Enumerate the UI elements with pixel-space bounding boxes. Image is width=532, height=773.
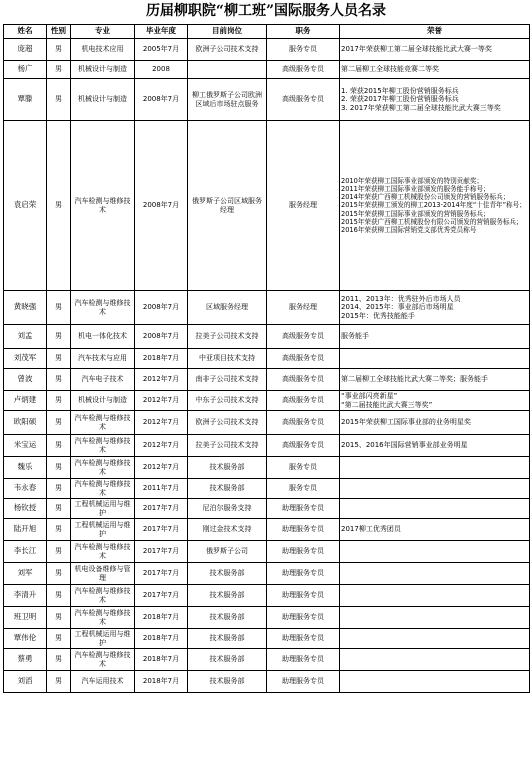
cell-name: 刘滔 — [4, 671, 47, 693]
table-row — [4, 479, 530, 499]
cell-name: 韦永春 — [4, 479, 47, 499]
header-year: 毕业年度 — [135, 25, 188, 39]
cell-honor — [340, 349, 530, 369]
cell-year: 2017年7月 — [135, 585, 188, 607]
cell-honor: 2015年荣获柳工国际事业部的业务明星奖 — [340, 411, 530, 435]
cell-major: 汽车检测与维修技术 — [71, 435, 135, 457]
cell-major: 汽车检测与维修技术 — [71, 607, 135, 629]
cell-name: 袁启荣 — [4, 121, 47, 291]
cell-honor: “事业部闪亮新星” “第二届技能比武大赛三等奖” — [340, 391, 530, 411]
cell-major: 机械设计与制造 — [71, 61, 135, 79]
cell-honor: 第二届柳工全球技能竞赛二等奖 — [340, 61, 530, 79]
cell-honor — [340, 499, 530, 519]
table-row — [4, 79, 530, 121]
cell-year: 2017年7月 — [135, 499, 188, 519]
cell-honor — [340, 541, 530, 563]
cell-position: 技术服务部 — [188, 563, 267, 585]
cell-position: 南非子公司技术支持 — [188, 369, 267, 391]
staff-table — [3, 24, 530, 693]
cell-major: 汽车检测与维修技术 — [71, 457, 135, 479]
cell-honor: 1. 荣获2015年柳工股份营销服务标兵 2. 荣获2017年柳工股份营销服务标兵 3. 2017年荣获柳工第二届全球技能比武大赛三等奖 — [340, 79, 530, 121]
cell-gender: 男 — [47, 671, 71, 693]
cell-gender: 男 — [47, 79, 71, 121]
cell-major: 汽车检测与维修技术 — [71, 479, 135, 499]
cell-name: 陆开旭 — [4, 519, 47, 541]
cell-major: 工程机械运用与维护 — [71, 519, 135, 541]
cell-major: 工程机械运用与维护 — [71, 629, 135, 649]
cell-year: 2008年7月 — [135, 79, 188, 121]
cell-honor: 2017柳工优秀团员 — [340, 519, 530, 541]
cell-name: 黄晓强 — [4, 291, 47, 325]
cell-position: 拉美子公司技术支持 — [188, 435, 267, 457]
cell-major: 工程机械运用与维护 — [71, 499, 135, 519]
cell-duty: 高级服务专员 — [267, 391, 340, 411]
cell-name: 覃伟伦 — [4, 629, 47, 649]
cell-gender: 男 — [47, 121, 71, 291]
cell-honor — [340, 671, 530, 693]
cell-major: 机械设计与制造 — [71, 79, 135, 121]
cell-major: 汽车运用技术 — [71, 671, 135, 693]
cell-position: 技术服务部 — [188, 585, 267, 607]
cell-duty: 服务专员 — [267, 479, 340, 499]
cell-position: 区域服务经理 — [188, 291, 267, 325]
cell-year: 2018年7月 — [135, 607, 188, 629]
table-row — [4, 671, 530, 693]
cell-gender: 男 — [47, 411, 71, 435]
cell-year: 2012年7月 — [135, 391, 188, 411]
cell-duty: 服务经理 — [267, 121, 340, 291]
cell-name: 刘军 — [4, 563, 47, 585]
table-row — [4, 435, 530, 457]
cell-honor — [340, 629, 530, 649]
cell-honor: 2017年荣获柳工第二届全球技能比武大赛一等奖 — [340, 39, 530, 61]
cell-duty: 助理服务专员 — [267, 649, 340, 671]
table-row — [4, 391, 530, 411]
cell-duty: 助理服务专员 — [267, 671, 340, 693]
cell-year: 2012年7月 — [135, 435, 188, 457]
cell-honor — [340, 649, 530, 671]
cell-name: 杨广 — [4, 61, 47, 79]
cell-honor — [340, 457, 530, 479]
cell-major: 汽车检测与维修技术 — [71, 585, 135, 607]
cell-major: 汽车检测与维修技术 — [71, 411, 135, 435]
table-row — [4, 585, 530, 607]
cell-name: 欧阳硕 — [4, 411, 47, 435]
cell-year: 2017年7月 — [135, 563, 188, 585]
cell-position — [188, 61, 267, 79]
document-title: 历届柳职院“柳工班”国际服务人员名录 — [145, 3, 387, 19]
cell-honor: 第二届柳工全球技能比武大赛二等奖；服务能手 — [340, 369, 530, 391]
cell-position: 技术服务部 — [188, 671, 267, 693]
cell-honor — [340, 563, 530, 585]
cell-gender: 男 — [47, 457, 71, 479]
cell-year: 2018年7月 — [135, 349, 188, 369]
cell-position: 尼泊尔服务支持 — [188, 499, 267, 519]
table-header-row — [4, 25, 530, 39]
table-row — [4, 541, 530, 563]
cell-position: 欧洲子公司技术支持 — [188, 411, 267, 435]
cell-gender: 男 — [47, 519, 71, 541]
table-row — [4, 411, 530, 435]
cell-gender: 男 — [47, 349, 71, 369]
cell-position: 技术服务部 — [188, 649, 267, 671]
cell-duty: 服务专员 — [267, 39, 340, 61]
cell-position: 柳工俄罗斯子公司欧洲区域后市场驻点服务 — [188, 79, 267, 121]
cell-position: 刚过金技术支持 — [188, 519, 267, 541]
table-row — [4, 325, 530, 349]
cell-name: 魏乐 — [4, 457, 47, 479]
cell-year: 2005年7月 — [135, 39, 188, 61]
cell-honor: 2011、2013年：优秀驻外后市场人员 2014、2015年：事业部后市场明星 2015年：优秀技能能手 — [340, 291, 530, 325]
cell-major: 机电技术应用 — [71, 39, 135, 61]
cell-name: 李清升 — [4, 585, 47, 607]
cell-gender: 男 — [47, 607, 71, 629]
cell-name: 庞超 — [4, 39, 47, 61]
cell-duty: 高级服务专员 — [267, 435, 340, 457]
cell-name: 刘茂军 — [4, 349, 47, 369]
cell-position: 技术服务部 — [188, 607, 267, 629]
cell-year: 2018年7月 — [135, 629, 188, 649]
cell-gender: 男 — [47, 479, 71, 499]
cell-name: 班卫明 — [4, 607, 47, 629]
cell-name: 覃滕 — [4, 79, 47, 121]
cell-year: 2008年7月 — [135, 291, 188, 325]
cell-gender: 男 — [47, 39, 71, 61]
cell-year: 2018年7月 — [135, 649, 188, 671]
cell-major: 机电设备维修与管理 — [71, 563, 135, 585]
cell-major: 汽车检测与维修技术 — [71, 541, 135, 563]
cell-position: 欧洲子公司技术支持 — [188, 39, 267, 61]
cell-duty: 高级服务专员 — [267, 349, 340, 369]
cell-major: 汽车技术与应用 — [71, 349, 135, 369]
cell-gender: 男 — [47, 61, 71, 79]
cell-duty: 助理服务专员 — [267, 519, 340, 541]
table-row — [4, 563, 530, 585]
table-row — [4, 121, 530, 291]
cell-gender: 男 — [47, 629, 71, 649]
cell-duty: 服务专员 — [267, 457, 340, 479]
header-name: 姓名 — [4, 25, 47, 39]
cell-duty: 高级服务专员 — [267, 61, 340, 79]
cell-gender: 男 — [47, 541, 71, 563]
cell-duty: 高级服务专员 — [267, 369, 340, 391]
cell-name: 卢炳建 — [4, 391, 47, 411]
table-row — [4, 607, 530, 629]
cell-name: 曾波 — [4, 369, 47, 391]
cell-duty: 助理服务专员 — [267, 607, 340, 629]
table-row — [4, 519, 530, 541]
cell-position: 拉美子公司技术支持 — [188, 325, 267, 349]
cell-major: 汽车检测与维修技术 — [71, 121, 135, 291]
cell-year: 2008年7月 — [135, 325, 188, 349]
cell-year: 2012年7月 — [135, 369, 188, 391]
cell-position: 技术服务部 — [188, 479, 267, 499]
table-row — [4, 649, 530, 671]
cell-duty: 高级服务专员 — [267, 325, 340, 349]
cell-gender: 男 — [47, 585, 71, 607]
cell-major: 机械设计与制造 — [71, 391, 135, 411]
cell-gender: 男 — [47, 291, 71, 325]
cell-duty: 服务经理 — [267, 291, 340, 325]
cell-honor: 2010年荣获柳工国际事业部颁发的特别贡献奖； 2011年荣获柳工国际事业部颁发的服务能手称号； 2014年荣获广西柳工机械股份公司颁发的营销服务标兵； 2015年荣获柳工颁发的柳工2013-2014年度“十佳青年”称号； 2015年荣获柳工国际事业部颁发的营销服务标兵； 2015年荣获广西柳工机械股份有限公司颁发的营销服务标兵； 2016年荣获柳工国际营销党支部优秀党员称号 — [340, 121, 530, 291]
cell-honor: 2015、2016年国际营销事业部业务明星 — [340, 435, 530, 457]
header-position: 目前岗位 — [188, 25, 267, 39]
cell-year: 2012年7月 — [135, 457, 188, 479]
cell-year: 2012年7月 — [135, 411, 188, 435]
table-row — [4, 457, 530, 479]
cell-name: 刘孟 — [4, 325, 47, 349]
table-row — [4, 349, 530, 369]
cell-year: 2008 — [135, 61, 188, 79]
cell-position: 中亚项目技术支持 — [188, 349, 267, 369]
cell-major: 汽车检测与维修技术 — [71, 649, 135, 671]
cell-position: 俄罗斯子公司 — [188, 541, 267, 563]
cell-year: 2018年7月 — [135, 671, 188, 693]
cell-major: 机电一体化技术 — [71, 325, 135, 349]
cell-honor — [340, 607, 530, 629]
table-row — [4, 499, 530, 519]
cell-gender: 男 — [47, 563, 71, 585]
cell-name: 李长江 — [4, 541, 47, 563]
header-honor: 荣誉 — [340, 25, 530, 39]
cell-duty: 助理服务专员 — [267, 541, 340, 563]
cell-year: 2017年7月 — [135, 519, 188, 541]
cell-honor — [340, 585, 530, 607]
header-duty: 职务 — [267, 25, 340, 39]
table-row — [4, 629, 530, 649]
cell-duty: 助理服务专员 — [267, 563, 340, 585]
cell-position: 技术服务部 — [188, 629, 267, 649]
cell-major: 汽车电子技术 — [71, 369, 135, 391]
cell-name: 米宝运 — [4, 435, 47, 457]
cell-position: 俄罗斯子公司区域服务经理 — [188, 121, 267, 291]
table-row — [4, 61, 530, 79]
cell-gender: 男 — [47, 499, 71, 519]
cell-year: 2017年7月 — [135, 541, 188, 563]
cell-duty: 助理服务专员 — [267, 499, 340, 519]
cell-duty: 助理服务专员 — [267, 585, 340, 607]
table-row — [4, 369, 530, 391]
cell-duty: 助理服务专员 — [267, 629, 340, 649]
table-row — [4, 291, 530, 325]
cell-position: 中东子公司技术支持 — [188, 391, 267, 411]
cell-gender: 男 — [47, 325, 71, 349]
cell-duty: 高级服务专员 — [267, 411, 340, 435]
cell-gender: 男 — [47, 369, 71, 391]
cell-honor — [340, 479, 530, 499]
cell-gender: 男 — [47, 391, 71, 411]
cell-position: 技术服务部 — [188, 457, 267, 479]
cell-year: 2008年7月 — [135, 121, 188, 291]
cell-duty: 高级服务专员 — [267, 79, 340, 121]
cell-honor: 服务能手 — [340, 325, 530, 349]
header-major: 专业 — [71, 25, 135, 39]
cell-gender: 男 — [47, 435, 71, 457]
cell-name: 蔡勇 — [4, 649, 47, 671]
cell-major: 汽车检测与维修技术 — [71, 291, 135, 325]
header-gender: 性别 — [47, 25, 71, 39]
cell-year: 2011年7月 — [135, 479, 188, 499]
cell-name: 杨钦授 — [4, 499, 47, 519]
table-row — [4, 39, 530, 61]
cell-gender: 男 — [47, 649, 71, 671]
